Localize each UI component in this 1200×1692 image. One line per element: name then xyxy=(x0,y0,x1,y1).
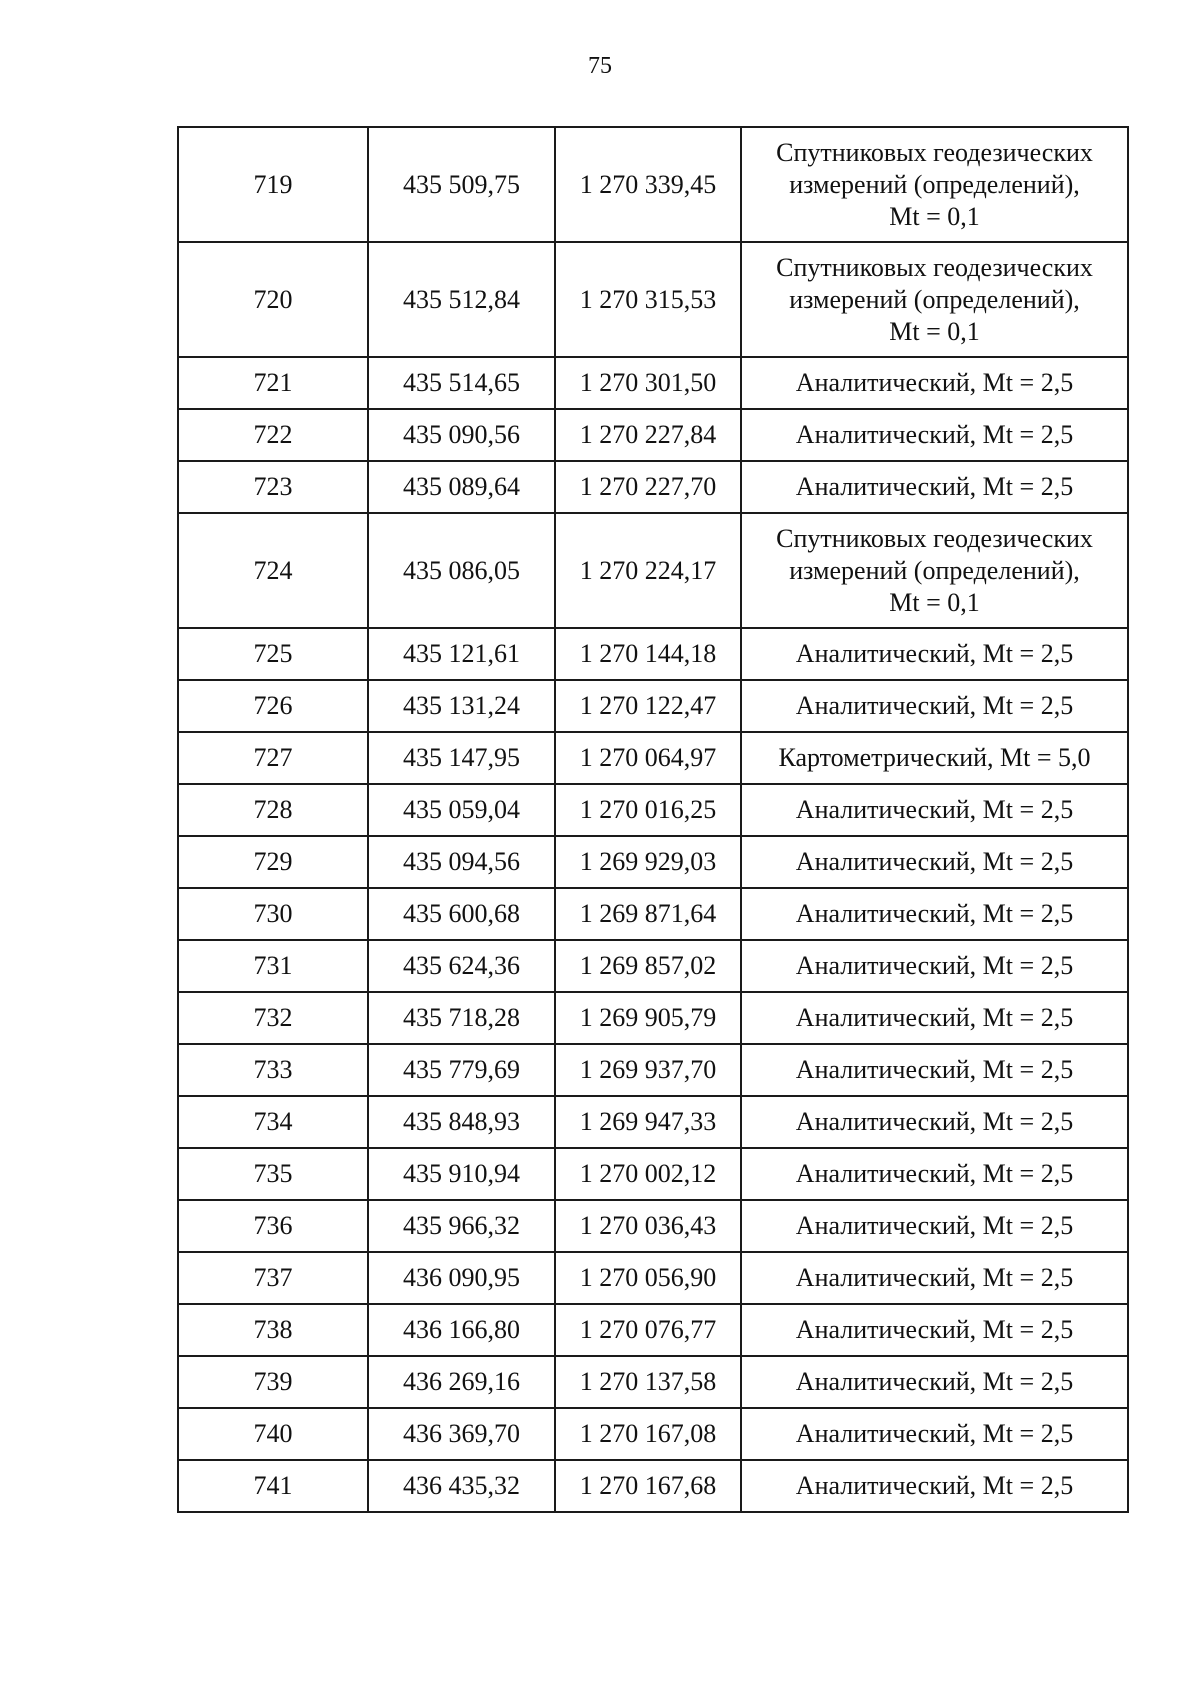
method-cell xyxy=(741,127,1128,242)
table-row xyxy=(178,992,1128,1044)
point-number-cell: 730 xyxy=(178,888,368,940)
table-row xyxy=(178,1200,1128,1252)
method-line: Аналитический, Mt = 2,5 xyxy=(795,899,1074,928)
method-line: Mt = 0,1 xyxy=(889,201,980,231)
table-row xyxy=(178,628,1128,680)
table-row xyxy=(178,1408,1128,1460)
method-line: Аналитический, Mt = 2,5 xyxy=(795,1003,1074,1032)
x-coordinate-cell: 435 086,05 xyxy=(368,513,555,628)
table-row xyxy=(178,680,1128,732)
y-coordinate-cell: 1 269 929,03 xyxy=(555,836,741,888)
method-line: Аналитический, Mt = 2,5 xyxy=(795,1159,1074,1188)
method-line: Аналитический, Mt = 2,5 xyxy=(795,1211,1074,1240)
method-cell xyxy=(741,1044,1128,1096)
x-coordinate-cell: 435 966,32 xyxy=(368,1200,555,1252)
y-coordinate-cell: 1 270 227,84 xyxy=(555,409,741,461)
y-coordinate-cell: 1 270 301,50 xyxy=(555,357,741,409)
point-number-cell: 725 xyxy=(178,628,368,680)
x-coordinate-cell: 435 848,93 xyxy=(368,1096,555,1148)
y-coordinate-cell: 1 269 905,79 xyxy=(555,992,741,1044)
x-coordinate-cell: 435 094,56 xyxy=(368,836,555,888)
y-coordinate-cell: 1 270 224,17 xyxy=(555,513,741,628)
method-line: Картометрический, Mt = 5,0 xyxy=(778,743,1091,772)
y-coordinate-cell: 1 270 036,43 xyxy=(555,1200,741,1252)
x-coordinate-cell: 435 131,24 xyxy=(368,680,555,732)
method-line: Аналитический, Mt = 2,5 xyxy=(795,1471,1074,1500)
y-coordinate-cell: 1 270 122,47 xyxy=(555,680,741,732)
method-line: Mt = 0,1 xyxy=(889,316,980,346)
y-coordinate-cell: 1 269 871,64 xyxy=(555,888,741,940)
x-coordinate-cell: 435 121,61 xyxy=(368,628,555,680)
method-line: Аналитический, Mt = 2,5 xyxy=(795,1315,1074,1344)
method-line: Аналитический, Mt = 2,5 xyxy=(795,1419,1074,1448)
point-number-cell: 733 xyxy=(178,1044,368,1096)
method-line: измерений (определений), xyxy=(789,284,1080,314)
x-coordinate-cell: 436 166,80 xyxy=(368,1304,555,1356)
x-coordinate-cell: 436 369,70 xyxy=(368,1408,555,1460)
x-coordinate-cell: 435 512,84 xyxy=(368,242,555,357)
method-line: Спутниковых геодезических xyxy=(776,137,1093,167)
method-cell xyxy=(741,1200,1128,1252)
method-cell xyxy=(741,357,1128,409)
y-coordinate-cell: 1 270 137,58 xyxy=(555,1356,741,1408)
method-cell xyxy=(741,836,1128,888)
x-coordinate-cell: 435 779,69 xyxy=(368,1044,555,1096)
point-number-cell: 737 xyxy=(178,1252,368,1304)
table-row xyxy=(178,888,1128,940)
point-number-cell: 739 xyxy=(178,1356,368,1408)
y-coordinate-cell: 1 270 056,90 xyxy=(555,1252,741,1304)
point-number-cell: 722 xyxy=(178,409,368,461)
table-row xyxy=(178,1252,1128,1304)
method-line: Аналитический, Mt = 2,5 xyxy=(795,1107,1074,1136)
page-number: 75 xyxy=(588,53,612,79)
table-row xyxy=(178,1304,1128,1356)
method-line: Аналитический, Mt = 2,5 xyxy=(795,691,1074,720)
method-line: Аналитический, Mt = 2,5 xyxy=(795,1055,1074,1084)
table-row xyxy=(178,127,1128,242)
x-coordinate-cell: 435 600,68 xyxy=(368,888,555,940)
table-row xyxy=(178,732,1128,784)
y-coordinate-cell: 1 269 947,33 xyxy=(555,1096,741,1148)
method-line: Аналитический, Mt = 2,5 xyxy=(795,420,1074,449)
table-row xyxy=(178,242,1128,357)
point-number-cell: 720 xyxy=(178,242,368,357)
method-cell xyxy=(741,784,1128,836)
point-number-cell: 729 xyxy=(178,836,368,888)
y-coordinate-cell: 1 270 339,45 xyxy=(555,127,741,242)
method-line: Mt = 0,1 xyxy=(889,587,980,617)
x-coordinate-cell: 435 147,95 xyxy=(368,732,555,784)
method-cell xyxy=(741,242,1128,357)
y-coordinate-cell: 1 269 857,02 xyxy=(555,940,741,992)
method-line: Аналитический, Mt = 2,5 xyxy=(795,472,1074,501)
method-cell xyxy=(741,461,1128,513)
table-row xyxy=(178,1096,1128,1148)
point-number-cell: 724 xyxy=(178,513,368,628)
y-coordinate-cell: 1 270 227,70 xyxy=(555,461,741,513)
table-row xyxy=(178,357,1128,409)
method-line: измерений (определений), xyxy=(789,555,1080,585)
table-row xyxy=(178,1356,1128,1408)
y-coordinate-cell: 1 270 167,68 xyxy=(555,1460,741,1512)
x-coordinate-cell: 435 718,28 xyxy=(368,992,555,1044)
table-row xyxy=(178,784,1128,836)
point-number-cell: 719 xyxy=(178,127,368,242)
y-coordinate-cell: 1 270 076,77 xyxy=(555,1304,741,1356)
x-coordinate-cell: 436 090,95 xyxy=(368,1252,555,1304)
method-cell xyxy=(741,513,1128,628)
point-number-cell: 735 xyxy=(178,1148,368,1200)
x-coordinate-cell: 435 624,36 xyxy=(368,940,555,992)
x-coordinate-cell: 435 910,94 xyxy=(368,1148,555,1200)
point-number-cell: 732 xyxy=(178,992,368,1044)
x-coordinate-cell: 435 059,04 xyxy=(368,784,555,836)
method-line: Аналитический, Mt = 2,5 xyxy=(795,368,1074,397)
method-cell xyxy=(741,1252,1128,1304)
x-coordinate-cell: 435 514,65 xyxy=(368,357,555,409)
point-number-cell: 731 xyxy=(178,940,368,992)
method-cell xyxy=(741,992,1128,1044)
y-coordinate-cell: 1 270 315,53 xyxy=(555,242,741,357)
point-number-cell: 740 xyxy=(178,1408,368,1460)
y-coordinate-cell: 1 270 144,18 xyxy=(555,628,741,680)
point-number-cell: 738 xyxy=(178,1304,368,1356)
y-coordinate-cell: 1 270 002,12 xyxy=(555,1148,741,1200)
point-number-cell: 741 xyxy=(178,1460,368,1512)
method-line: Аналитический, Mt = 2,5 xyxy=(795,1367,1074,1396)
x-coordinate-cell: 435 090,56 xyxy=(368,409,555,461)
point-number-cell: 723 xyxy=(178,461,368,513)
coordinates-table-body xyxy=(178,127,1128,1512)
method-line: Спутниковых геодезических xyxy=(776,252,1093,282)
method-line: Аналитический, Mt = 2,5 xyxy=(795,951,1074,980)
method-line: Аналитический, Mt = 2,5 xyxy=(795,795,1074,824)
method-line: Аналитический, Mt = 2,5 xyxy=(795,1263,1074,1292)
y-coordinate-cell: 1 270 167,08 xyxy=(555,1408,741,1460)
table-row xyxy=(178,409,1128,461)
method-line: Спутниковых геодезических xyxy=(776,523,1093,553)
point-number-cell: 721 xyxy=(178,357,368,409)
x-coordinate-cell: 436 435,32 xyxy=(368,1460,555,1512)
method-line: Аналитический, Mt = 2,5 xyxy=(795,847,1074,876)
x-coordinate-cell: 436 269,16 xyxy=(368,1356,555,1408)
point-number-cell: 728 xyxy=(178,784,368,836)
table-row xyxy=(178,461,1128,513)
x-coordinate-cell: 435 509,75 xyxy=(368,127,555,242)
method-cell xyxy=(741,409,1128,461)
x-coordinate-cell: 435 089,64 xyxy=(368,461,555,513)
table-row xyxy=(178,1460,1128,1512)
table-row xyxy=(178,513,1128,628)
y-coordinate-cell: 1 270 064,97 xyxy=(555,732,741,784)
method-line: Аналитический, Mt = 2,5 xyxy=(795,639,1074,668)
method-cell xyxy=(741,888,1128,940)
method-cell xyxy=(741,732,1128,784)
coordinates-table xyxy=(177,126,1129,1513)
method-cell xyxy=(741,940,1128,992)
table-row xyxy=(178,1044,1128,1096)
method-cell xyxy=(741,1460,1128,1512)
point-number-cell: 726 xyxy=(178,680,368,732)
method-cell xyxy=(741,1408,1128,1460)
method-cell xyxy=(741,628,1128,680)
table-row xyxy=(178,940,1128,992)
point-number-cell: 727 xyxy=(178,732,368,784)
point-number-cell: 736 xyxy=(178,1200,368,1252)
table-row xyxy=(178,1148,1128,1200)
y-coordinate-cell: 1 269 937,70 xyxy=(555,1044,741,1096)
method-cell xyxy=(741,1148,1128,1200)
method-line: измерений (определений), xyxy=(789,169,1080,199)
method-cell xyxy=(741,1356,1128,1408)
y-coordinate-cell: 1 270 016,25 xyxy=(555,784,741,836)
table-row xyxy=(178,836,1128,888)
method-cell xyxy=(741,1304,1128,1356)
method-cell xyxy=(741,1096,1128,1148)
point-number-cell: 734 xyxy=(178,1096,368,1148)
method-cell xyxy=(741,680,1128,732)
